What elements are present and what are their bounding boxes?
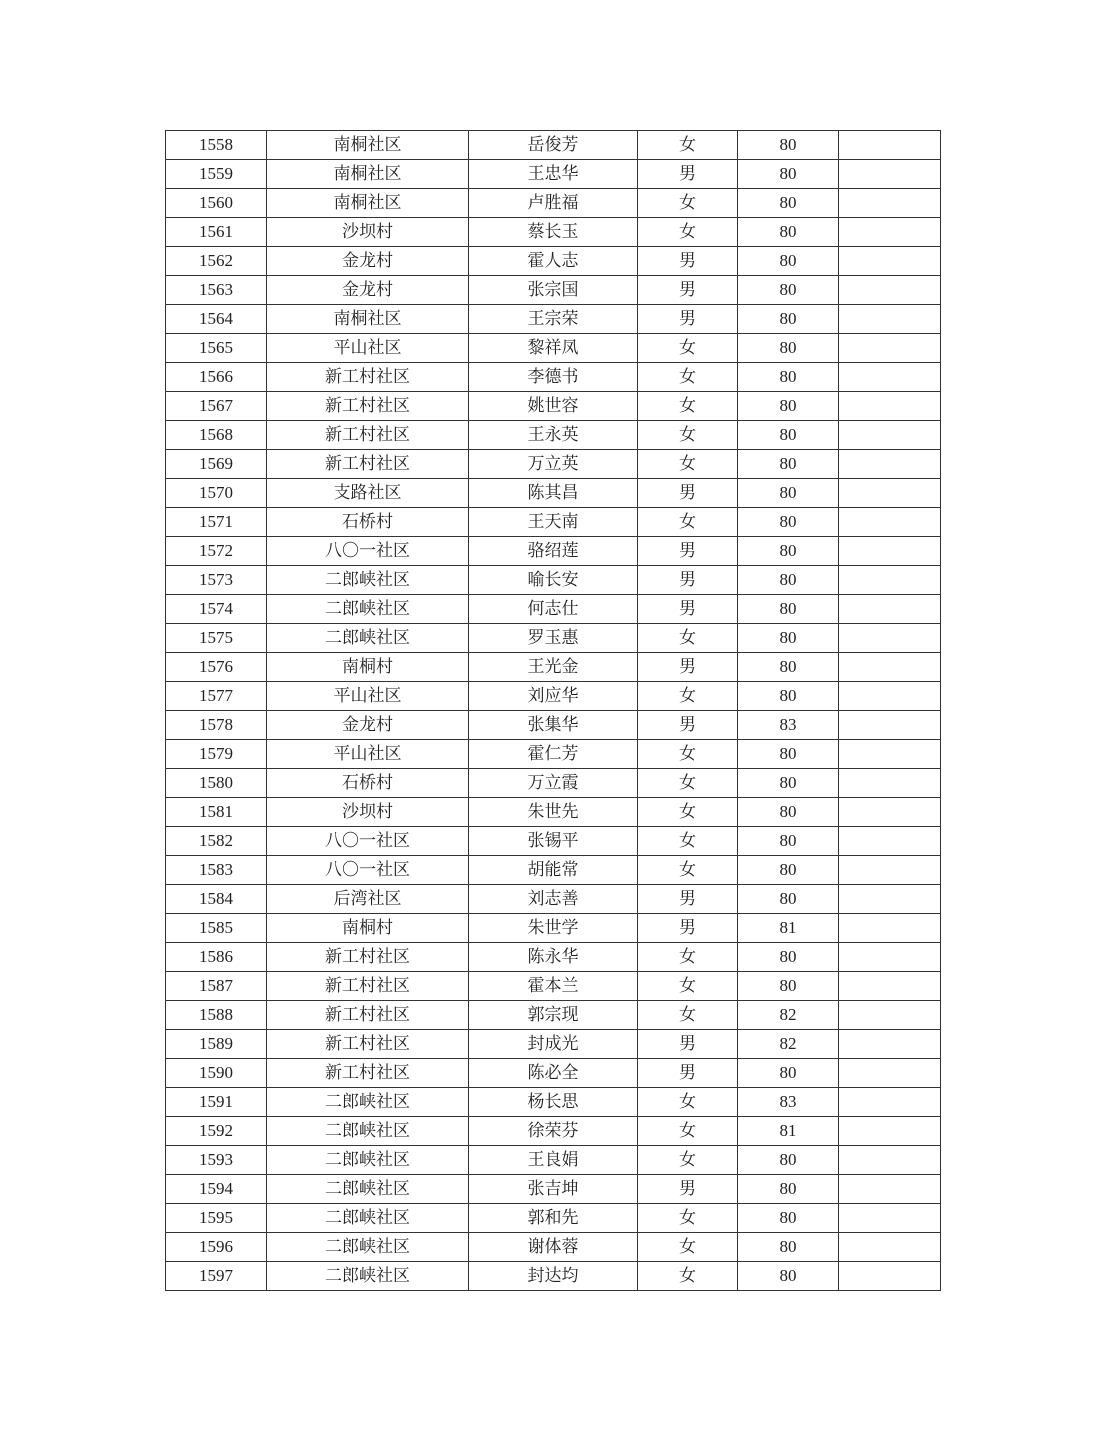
- community-cell: 新工村社区: [267, 1001, 469, 1030]
- remarks-cell: [839, 189, 941, 218]
- name-cell: 王良娟: [469, 1146, 638, 1175]
- remarks-cell: [839, 1146, 941, 1175]
- name-cell: 封达均: [469, 1262, 638, 1291]
- remarks-cell: [839, 566, 941, 595]
- roster-table-body: [166, 131, 941, 1291]
- gender-cell: 女: [638, 624, 738, 653]
- name-cell: 张宗国: [469, 276, 638, 305]
- gender-cell: 女: [638, 1204, 738, 1233]
- age-cell: 80: [738, 1146, 839, 1175]
- community-cell: 金龙村: [267, 711, 469, 740]
- age-cell: 80: [738, 1233, 839, 1262]
- gender-cell: 男: [638, 1030, 738, 1059]
- age-cell: 80: [738, 740, 839, 769]
- serial-number-cell: 1572: [166, 537, 267, 566]
- serial-number-cell: 1570: [166, 479, 267, 508]
- age-cell: 80: [738, 363, 839, 392]
- table-row: [166, 160, 941, 189]
- community-cell: 二郎峡社区: [267, 1088, 469, 1117]
- serial-number-cell: 1558: [166, 131, 267, 160]
- serial-number-cell: 1560: [166, 189, 267, 218]
- serial-number-cell: 1588: [166, 1001, 267, 1030]
- remarks-cell: [839, 421, 941, 450]
- gender-cell: 女: [638, 1117, 738, 1146]
- remarks-cell: [839, 131, 941, 160]
- community-cell: 金龙村: [267, 276, 469, 305]
- age-cell: 81: [738, 914, 839, 943]
- remarks-cell: [839, 392, 941, 421]
- name-cell: 姚世容: [469, 392, 638, 421]
- table-row: [166, 537, 941, 566]
- community-cell: 南桐社区: [267, 189, 469, 218]
- table-row: [166, 508, 941, 537]
- serial-number-cell: 1593: [166, 1146, 267, 1175]
- gender-cell: 男: [638, 1175, 738, 1204]
- age-cell: 82: [738, 1001, 839, 1030]
- remarks-cell: [839, 827, 941, 856]
- age-cell: 80: [738, 856, 839, 885]
- age-cell: 80: [738, 421, 839, 450]
- remarks-cell: [839, 276, 941, 305]
- serial-number-cell: 1591: [166, 1088, 267, 1117]
- remarks-cell: [839, 595, 941, 624]
- community-cell: 沙坝村: [267, 218, 469, 247]
- table-row: [166, 305, 941, 334]
- name-cell: 罗玉惠: [469, 624, 638, 653]
- table-row: [166, 711, 941, 740]
- remarks-cell: [839, 479, 941, 508]
- gender-cell: 女: [638, 943, 738, 972]
- remarks-cell: [839, 943, 941, 972]
- name-cell: 杨长思: [469, 1088, 638, 1117]
- name-cell: 朱世学: [469, 914, 638, 943]
- serial-number-cell: 1568: [166, 421, 267, 450]
- remarks-cell: [839, 972, 941, 1001]
- table-row: [166, 1233, 941, 1262]
- table-row: [166, 131, 941, 160]
- name-cell: 谢体蓉: [469, 1233, 638, 1262]
- community-cell: 南桐社区: [267, 131, 469, 160]
- table-row: [166, 566, 941, 595]
- table-row: [166, 1262, 941, 1291]
- age-cell: 80: [738, 943, 839, 972]
- serial-number-cell: 1563: [166, 276, 267, 305]
- community-cell: 石桥村: [267, 769, 469, 798]
- table-row: [166, 885, 941, 914]
- age-cell: 80: [738, 1262, 839, 1291]
- serial-number-cell: 1580: [166, 769, 267, 798]
- gender-cell: 女: [638, 334, 738, 363]
- age-cell: 83: [738, 1088, 839, 1117]
- gender-cell: 男: [638, 711, 738, 740]
- age-cell: 80: [738, 537, 839, 566]
- gender-cell: 男: [638, 1059, 738, 1088]
- age-cell: 80: [738, 1175, 839, 1204]
- serial-number-cell: 1590: [166, 1059, 267, 1088]
- table-row: [166, 450, 941, 479]
- table-row: [166, 421, 941, 450]
- table-row: [166, 189, 941, 218]
- gender-cell: 男: [638, 479, 738, 508]
- remarks-cell: [839, 711, 941, 740]
- remarks-cell: [839, 740, 941, 769]
- age-cell: 81: [738, 1117, 839, 1146]
- table-row: [166, 595, 941, 624]
- community-cell: 新工村社区: [267, 392, 469, 421]
- age-cell: 80: [738, 566, 839, 595]
- serial-number-cell: 1589: [166, 1030, 267, 1059]
- name-cell: 郭宗现: [469, 1001, 638, 1030]
- gender-cell: 女: [638, 769, 738, 798]
- gender-cell: 男: [638, 595, 738, 624]
- name-cell: 何志仕: [469, 595, 638, 624]
- community-cell: 平山社区: [267, 334, 469, 363]
- serial-number-cell: 1584: [166, 885, 267, 914]
- gender-cell: 女: [638, 1088, 738, 1117]
- community-cell: 二郎峡社区: [267, 1233, 469, 1262]
- remarks-cell: [839, 334, 941, 363]
- table-row: [166, 943, 941, 972]
- remarks-cell: [839, 1088, 941, 1117]
- age-cell: 80: [738, 653, 839, 682]
- serial-number-cell: 1585: [166, 914, 267, 943]
- age-cell: 80: [738, 885, 839, 914]
- name-cell: 张集华: [469, 711, 638, 740]
- age-cell: 80: [738, 508, 839, 537]
- gender-cell: 女: [638, 392, 738, 421]
- remarks-cell: [839, 1262, 941, 1291]
- community-cell: 八〇一社区: [267, 537, 469, 566]
- age-cell: 80: [738, 189, 839, 218]
- age-cell: 80: [738, 276, 839, 305]
- serial-number-cell: 1561: [166, 218, 267, 247]
- remarks-cell: [839, 247, 941, 276]
- serial-number-cell: 1575: [166, 624, 267, 653]
- community-cell: 八〇一社区: [267, 856, 469, 885]
- community-cell: 新工村社区: [267, 1059, 469, 1088]
- table-row: [166, 827, 941, 856]
- table-row: [166, 798, 941, 827]
- serial-number-cell: 1567: [166, 392, 267, 421]
- remarks-cell: [839, 653, 941, 682]
- table-row: [166, 334, 941, 363]
- age-cell: 83: [738, 711, 839, 740]
- community-cell: 新工村社区: [267, 421, 469, 450]
- name-cell: 刘应华: [469, 682, 638, 711]
- gender-cell: 女: [638, 1262, 738, 1291]
- age-cell: 80: [738, 334, 839, 363]
- serial-number-cell: 1576: [166, 653, 267, 682]
- gender-cell: 女: [638, 682, 738, 711]
- gender-cell: 男: [638, 247, 738, 276]
- community-cell: 平山社区: [267, 740, 469, 769]
- gender-cell: 女: [638, 972, 738, 1001]
- age-cell: 80: [738, 305, 839, 334]
- table-row: [166, 740, 941, 769]
- serial-number-cell: 1582: [166, 827, 267, 856]
- gender-cell: 女: [638, 508, 738, 537]
- gender-cell: 女: [638, 856, 738, 885]
- remarks-cell: [839, 537, 941, 566]
- serial-number-cell: 1564: [166, 305, 267, 334]
- community-cell: 南桐村: [267, 914, 469, 943]
- table-row: [166, 218, 941, 247]
- name-cell: 万立霞: [469, 769, 638, 798]
- gender-cell: 男: [638, 305, 738, 334]
- community-cell: 二郎峡社区: [267, 1175, 469, 1204]
- gender-cell: 男: [638, 914, 738, 943]
- remarks-cell: [839, 1117, 941, 1146]
- name-cell: 王永英: [469, 421, 638, 450]
- serial-number-cell: 1566: [166, 363, 267, 392]
- serial-number-cell: 1562: [166, 247, 267, 276]
- table-row: [166, 1001, 941, 1030]
- serial-number-cell: 1587: [166, 972, 267, 1001]
- community-cell: 平山社区: [267, 682, 469, 711]
- gender-cell: 女: [638, 1233, 738, 1262]
- remarks-cell: [839, 624, 941, 653]
- remarks-cell: [839, 1175, 941, 1204]
- gender-cell: 男: [638, 160, 738, 189]
- community-cell: 沙坝村: [267, 798, 469, 827]
- table-row: [166, 1204, 941, 1233]
- table-row: [166, 392, 941, 421]
- community-cell: 新工村社区: [267, 972, 469, 1001]
- community-cell: 新工村社区: [267, 943, 469, 972]
- serial-number-cell: 1579: [166, 740, 267, 769]
- community-cell: 后湾社区: [267, 885, 469, 914]
- age-cell: 80: [738, 624, 839, 653]
- age-cell: 80: [738, 798, 839, 827]
- remarks-cell: [839, 1204, 941, 1233]
- name-cell: 王天南: [469, 508, 638, 537]
- remarks-cell: [839, 1059, 941, 1088]
- gender-cell: 男: [638, 276, 738, 305]
- name-cell: 陈必全: [469, 1059, 638, 1088]
- name-cell: 张吉坤: [469, 1175, 638, 1204]
- community-cell: 金龙村: [267, 247, 469, 276]
- age-cell: 80: [738, 827, 839, 856]
- name-cell: 王光金: [469, 653, 638, 682]
- gender-cell: 男: [638, 653, 738, 682]
- serial-number-cell: 1573: [166, 566, 267, 595]
- name-cell: 黎祥凤: [469, 334, 638, 363]
- community-cell: 二郎峡社区: [267, 1204, 469, 1233]
- serial-number-cell: 1592: [166, 1117, 267, 1146]
- table-row: [166, 1030, 941, 1059]
- table-row: [166, 276, 941, 305]
- remarks-cell: [839, 363, 941, 392]
- community-cell: 新工村社区: [267, 363, 469, 392]
- serial-number-cell: 1565: [166, 334, 267, 363]
- name-cell: 蔡长玉: [469, 218, 638, 247]
- table-row: [166, 1088, 941, 1117]
- name-cell: 岳俊芳: [469, 131, 638, 160]
- table-row: [166, 624, 941, 653]
- community-cell: 二郎峡社区: [267, 624, 469, 653]
- remarks-cell: [839, 798, 941, 827]
- serial-number-cell: 1586: [166, 943, 267, 972]
- serial-number-cell: 1577: [166, 682, 267, 711]
- remarks-cell: [839, 914, 941, 943]
- community-cell: 南桐村: [267, 653, 469, 682]
- table-row: [166, 363, 941, 392]
- gender-cell: 女: [638, 1146, 738, 1175]
- community-cell: 二郎峡社区: [267, 1117, 469, 1146]
- roster-table: [165, 130, 941, 1291]
- name-cell: 封成光: [469, 1030, 638, 1059]
- remarks-cell: [839, 218, 941, 247]
- name-cell: 徐荣芬: [469, 1117, 638, 1146]
- age-cell: 82: [738, 1030, 839, 1059]
- table-row: [166, 972, 941, 1001]
- table-row: [166, 247, 941, 276]
- name-cell: 喻长安: [469, 566, 638, 595]
- serial-number-cell: 1569: [166, 450, 267, 479]
- gender-cell: 男: [638, 537, 738, 566]
- remarks-cell: [839, 160, 941, 189]
- name-cell: 霍仁芳: [469, 740, 638, 769]
- age-cell: 80: [738, 1059, 839, 1088]
- age-cell: 80: [738, 479, 839, 508]
- serial-number-cell: 1578: [166, 711, 267, 740]
- name-cell: 霍本兰: [469, 972, 638, 1001]
- table-row: [166, 653, 941, 682]
- community-cell: 二郎峡社区: [267, 1262, 469, 1291]
- community-cell: 八〇一社区: [267, 827, 469, 856]
- serial-number-cell: 1581: [166, 798, 267, 827]
- gender-cell: 男: [638, 885, 738, 914]
- table-row: [166, 479, 941, 508]
- age-cell: 80: [738, 972, 839, 1001]
- remarks-cell: [839, 769, 941, 798]
- community-cell: 南桐社区: [267, 305, 469, 334]
- gender-cell: 女: [638, 363, 738, 392]
- age-cell: 80: [738, 769, 839, 798]
- remarks-cell: [839, 305, 941, 334]
- gender-cell: 女: [638, 421, 738, 450]
- age-cell: 80: [738, 595, 839, 624]
- age-cell: 80: [738, 160, 839, 189]
- community-cell: 南桐社区: [267, 160, 469, 189]
- age-cell: 80: [738, 1204, 839, 1233]
- remarks-cell: [839, 1233, 941, 1262]
- gender-cell: 女: [638, 798, 738, 827]
- age-cell: 80: [738, 392, 839, 421]
- gender-cell: 女: [638, 827, 738, 856]
- community-cell: 石桥村: [267, 508, 469, 537]
- table-row: [166, 682, 941, 711]
- age-cell: 80: [738, 131, 839, 160]
- name-cell: 卢胜福: [469, 189, 638, 218]
- table-row: [166, 1059, 941, 1088]
- name-cell: 刘志善: [469, 885, 638, 914]
- remarks-cell: [839, 508, 941, 537]
- serial-number-cell: 1594: [166, 1175, 267, 1204]
- name-cell: 胡能常: [469, 856, 638, 885]
- remarks-cell: [839, 856, 941, 885]
- community-cell: 新工村社区: [267, 450, 469, 479]
- remarks-cell: [839, 450, 941, 479]
- table-row: [166, 1146, 941, 1175]
- age-cell: 80: [738, 247, 839, 276]
- table-row: [166, 914, 941, 943]
- community-cell: 二郎峡社区: [267, 566, 469, 595]
- serial-number-cell: 1595: [166, 1204, 267, 1233]
- serial-number-cell: 1597: [166, 1262, 267, 1291]
- remarks-cell: [839, 1001, 941, 1030]
- name-cell: 朱世先: [469, 798, 638, 827]
- age-cell: 80: [738, 682, 839, 711]
- remarks-cell: [839, 682, 941, 711]
- remarks-cell: [839, 885, 941, 914]
- name-cell: 王忠华: [469, 160, 638, 189]
- community-cell: 二郎峡社区: [267, 595, 469, 624]
- name-cell: 王宗荣: [469, 305, 638, 334]
- name-cell: 郭和先: [469, 1204, 638, 1233]
- remarks-cell: [839, 1030, 941, 1059]
- name-cell: 李德书: [469, 363, 638, 392]
- table-row: [166, 769, 941, 798]
- serial-number-cell: 1596: [166, 1233, 267, 1262]
- table-row: [166, 1175, 941, 1204]
- name-cell: 骆绍莲: [469, 537, 638, 566]
- table-row: [166, 856, 941, 885]
- table-row: [166, 1117, 941, 1146]
- name-cell: 张锡平: [469, 827, 638, 856]
- gender-cell: 女: [638, 218, 738, 247]
- serial-number-cell: 1574: [166, 595, 267, 624]
- gender-cell: 女: [638, 740, 738, 769]
- gender-cell: 女: [638, 131, 738, 160]
- gender-cell: 男: [638, 566, 738, 595]
- serial-number-cell: 1559: [166, 160, 267, 189]
- gender-cell: 女: [638, 1001, 738, 1030]
- age-cell: 80: [738, 450, 839, 479]
- community-cell: 支路社区: [267, 479, 469, 508]
- community-cell: 新工村社区: [267, 1030, 469, 1059]
- community-cell: 二郎峡社区: [267, 1146, 469, 1175]
- age-cell: 80: [738, 218, 839, 247]
- gender-cell: 女: [638, 450, 738, 479]
- serial-number-cell: 1571: [166, 508, 267, 537]
- name-cell: 霍人志: [469, 247, 638, 276]
- name-cell: 陈永华: [469, 943, 638, 972]
- name-cell: 陈其昌: [469, 479, 638, 508]
- serial-number-cell: 1583: [166, 856, 267, 885]
- name-cell: 万立英: [469, 450, 638, 479]
- gender-cell: 女: [638, 189, 738, 218]
